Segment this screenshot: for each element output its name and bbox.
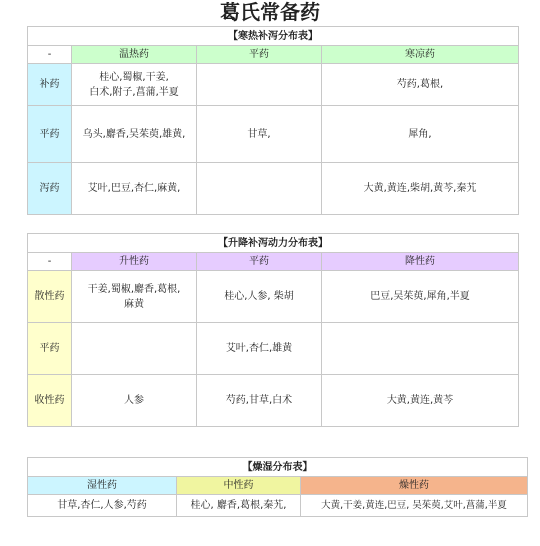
column-header-damp: 湿性药: [28, 477, 177, 495]
column-header-neutral: 中性药: [177, 477, 301, 495]
corner-cell: -: [28, 253, 72, 271]
column-header-descending: 降性药: [322, 253, 519, 271]
column-header-neutral: 平药: [197, 46, 322, 64]
column-header-warm: 温热药: [72, 46, 197, 64]
table-cell: 甘草,杏仁,人参,芍药: [28, 495, 177, 517]
cold-heat-tonify-purge-table: [27, 26, 519, 215]
table-cell: 干姜,蜀椒,麝香,葛根, 麻黄: [72, 271, 197, 323]
table-cell: 艾叶,杏仁,雄黄: [197, 323, 322, 375]
table-cell: 人参: [72, 375, 197, 427]
table-cell: 甘草,: [197, 106, 322, 163]
table-cell: 芍药,甘草,白术: [197, 375, 322, 427]
table-cell: 巴豆,吴茱萸,犀角,半夏: [322, 271, 519, 323]
row-label-purge: 泻药: [28, 163, 72, 215]
corner-cell: -: [28, 46, 72, 64]
column-header-ascending: 升性药: [72, 253, 197, 271]
table-cell: [197, 64, 322, 106]
row-label-astringent: 收性药: [28, 375, 72, 427]
table-cell: 桂心,蜀椒,干姜, 白术,附子,菖蒲,半夏: [72, 64, 197, 106]
table-cell: 芍药,葛根,: [322, 64, 519, 106]
table-cell: 乌头,麝香,吴茱萸,雄黄,: [72, 106, 197, 163]
table-cell: 桂心,人参, 柴胡: [197, 271, 322, 323]
table-cell: [197, 163, 322, 215]
table-cell: [72, 323, 197, 375]
table-cell: 大黄,干姜,黄连,巴豆, 吴茱萸,艾叶,菖蒲,半夏: [301, 495, 528, 517]
column-header-dry: 燥性药: [301, 477, 528, 495]
table-cell: 桂心, 麝香,葛根,秦艽,: [177, 495, 301, 517]
table-cell: 艾叶,巴豆,杏仁,麻黄,: [72, 163, 197, 215]
row-label-neutral: 平药: [28, 106, 72, 163]
row-label-neutral: 平药: [28, 323, 72, 375]
table-cell: [322, 323, 519, 375]
table-caption: 【燥湿分布表】: [28, 458, 528, 477]
ascend-descend-dynamics-table: [27, 233, 519, 427]
row-label-dispersing: 散性药: [28, 271, 72, 323]
page-title: 葛氏常备药: [220, 0, 320, 24]
row-label-tonify: 补药: [28, 64, 72, 106]
column-header-neutral: 平药: [197, 253, 322, 271]
column-header-cool: 寒凉药: [322, 46, 519, 64]
table-cell: 大黄,黄连,柴胡,黄芩,秦艽: [322, 163, 519, 215]
table-caption: 【寒热补泻分布表】: [28, 27, 519, 46]
table-cell: 犀角,: [322, 106, 519, 163]
table-cell: 大黄,黄连,黄芩: [322, 375, 519, 427]
table-caption: 【升降补泻动力分布表】: [28, 234, 519, 253]
dry-damp-table: [27, 457, 528, 517]
